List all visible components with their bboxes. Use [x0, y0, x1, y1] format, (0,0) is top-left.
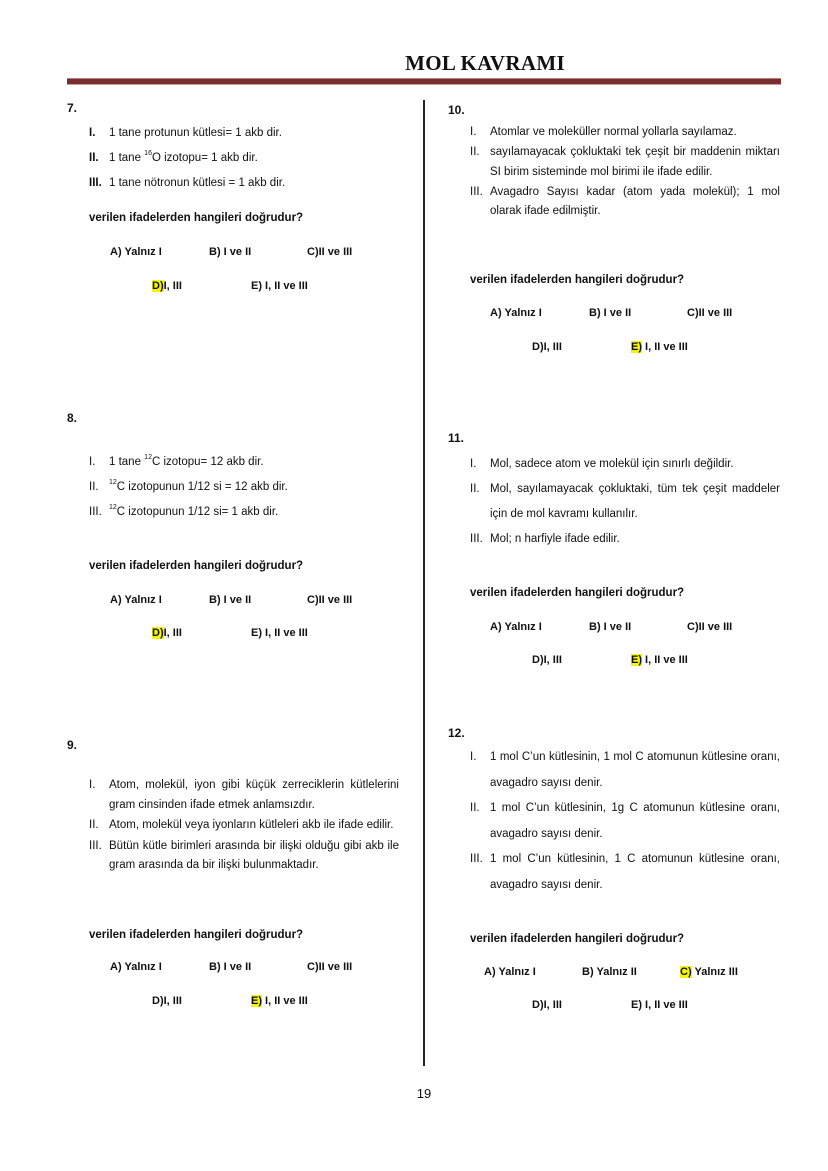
- answer-option-e[interactable]: [251, 627, 308, 639]
- option-text: II ve III: [318, 246, 353, 258]
- question-prompt: verilen ifadelerden hangileri doğrudur?: [89, 929, 304, 941]
- answer-option-a[interactable]: [110, 246, 162, 258]
- option-letter: C): [307, 961, 319, 973]
- question-number: 11.: [448, 431, 465, 445]
- statement-text: 1 mol C’un kütlesinin, 1 mol C atomunun kütlesine oranı, avagadro sayısı denir.: [490, 751, 780, 789]
- option-text: I, II ve III: [642, 654, 688, 666]
- statement-text: 1 mol C’un kütlesinin, 1g C atomunun kütlesine oranı, avagadro sayısı denir.: [490, 802, 780, 840]
- statement-numeral: II.: [470, 483, 480, 495]
- statement-text: sayılamayacak çokluktaki tek çeşit bir maddenin miktarı SI birim sisteminde mol birimi ile ifade edilir.: [490, 146, 780, 178]
- statement-text: Atom, molekül veya iyonların kütleleri akb ile ifade edilir.: [109, 819, 394, 831]
- statement-numeral: III.: [470, 853, 483, 865]
- option-text: I, II ve III: [642, 999, 688, 1011]
- statement-item: [89, 776, 399, 815]
- option-text: Yalnız II: [593, 966, 637, 978]
- statement-text: 1 tane: [109, 456, 145, 468]
- statement-text: Atomlar ve moleküller normal yollarla sayılamaz.: [490, 126, 737, 138]
- option-text: I, III: [163, 627, 182, 639]
- statement-numeral: II.: [470, 146, 480, 158]
- answer-option-c[interactable]: [680, 966, 738, 978]
- question-number: 12.: [448, 726, 465, 740]
- option-letter: B): [582, 966, 594, 978]
- statement-list: [89, 450, 389, 525]
- answer-option-b[interactable]: [589, 621, 631, 633]
- answer-option-b[interactable]: [209, 961, 251, 973]
- statement-list: [470, 123, 780, 222]
- option-letter: E): [251, 627, 262, 639]
- statement-text: Mol, sayılamayacak çokluktaki, tüm tek çeşit maddeler için de mol kavramı kullanılır.: [490, 483, 780, 520]
- option-letter: E): [631, 999, 642, 1011]
- statement-numeral: I.: [89, 779, 96, 791]
- option-text: Yalnız III: [691, 966, 738, 978]
- answer-option-a[interactable]: [110, 961, 162, 973]
- statement-text: Mol, sadece atom ve molekül için sınırlı değildir.: [490, 458, 734, 470]
- statement-numeral: I.: [470, 126, 477, 138]
- option-text: I, II ve III: [262, 280, 308, 292]
- answer-option-d[interactable]: [532, 999, 562, 1011]
- option-letter: C): [307, 594, 319, 606]
- statement-text: 1 tane nötronun kütlesi = 1 akb dir.: [109, 177, 286, 189]
- statement-numeral: I.: [89, 456, 96, 468]
- answer-option-e[interactable]: [631, 341, 688, 353]
- option-text: Yalnız I: [121, 246, 162, 258]
- option-text: I, II ve III: [262, 627, 308, 639]
- option-text: Yalnız I: [121, 961, 162, 973]
- option-letter: A): [490, 621, 502, 633]
- statement-numeral: II.: [89, 481, 99, 493]
- answer-option-a[interactable]: [110, 594, 162, 606]
- isotope-mass-number: 16: [144, 150, 152, 157]
- statement-numeral: III.: [89, 506, 102, 518]
- statement-item: [89, 121, 389, 146]
- question-prompt: verilen ifadelerden hangileri doğrudur?: [470, 933, 685, 945]
- question-number: 8.: [67, 411, 78, 425]
- statement-text: 1 tane protunun kütlesi= 1 akb dir.: [109, 127, 282, 139]
- answer-option-c[interactable]: [687, 621, 732, 633]
- statement-item: [89, 837, 399, 876]
- option-letter: B): [209, 961, 221, 973]
- header-rule: [67, 78, 781, 85]
- answer-option-a[interactable]: [490, 621, 542, 633]
- statement-numeral: II.: [470, 802, 480, 814]
- answer-option-e[interactable]: [631, 999, 688, 1011]
- statement-text: Atom, molekül, iyon gibi küçük zerreciklerin kütlelerini gram cinsinden ifade etmek anlamsızdır.: [109, 779, 399, 811]
- answer-option-b[interactable]: [582, 966, 637, 978]
- option-letter: A): [110, 246, 122, 258]
- statement-text-cont: O izotopu= 1 akb dir.: [151, 152, 258, 164]
- statement-text: 1 mol C’un kütlesinin, 1 C atomunun kütlesine oranı, avagadro sayısı denir.: [490, 853, 780, 891]
- statement-numeral: I.: [470, 751, 477, 763]
- option-text: II ve III: [318, 594, 353, 606]
- option-letter: C): [680, 966, 692, 978]
- question-number: 10.: [448, 103, 465, 117]
- answer-option-b[interactable]: [209, 246, 251, 258]
- question-number: 9.: [67, 738, 78, 752]
- page-title: MOL KAVRAMI: [405, 51, 565, 75]
- statement-text: 1 tane: [109, 152, 145, 164]
- option-letter: A): [110, 594, 122, 606]
- option-letter: C): [307, 246, 319, 258]
- statement-item: [470, 477, 780, 527]
- statement-item: [470, 527, 780, 552]
- answer-option-e[interactable]: [251, 280, 308, 292]
- statement-item: [470, 143, 780, 182]
- statement-list: [470, 745, 780, 898]
- option-letter: C): [687, 307, 699, 319]
- option-text: Yalnız I: [495, 966, 536, 978]
- page-number: 19: [416, 1086, 432, 1101]
- statement-list: [470, 452, 780, 552]
- answer-option-b[interactable]: [589, 307, 631, 319]
- statement-numeral: III.: [89, 839, 102, 852]
- statement-item: [89, 171, 389, 196]
- statement-list: [89, 121, 389, 196]
- statement-numeral: I.: [89, 127, 96, 139]
- isotope-mass-number: 12: [109, 504, 117, 511]
- statement-numeral: III.: [470, 185, 483, 198]
- option-text: I, III: [543, 341, 562, 353]
- option-letter: A): [490, 307, 502, 319]
- answer-option-c[interactable]: [307, 246, 352, 258]
- option-text: I, III: [163, 995, 182, 1007]
- option-letter: D): [152, 280, 164, 292]
- option-text: Yalnız I: [501, 307, 542, 319]
- option-letter: B): [589, 621, 601, 633]
- option-text: I, II ve III: [262, 995, 308, 1007]
- option-text: Yalnız I: [501, 621, 542, 633]
- statement-text: Bütün kütle birimleri arasında bir ilişki olduğu gibi akb ile gram arasında da bir ilişki bulunmaktadır.: [109, 839, 399, 871]
- option-text: I ve II: [220, 961, 252, 973]
- question-number: 7.: [67, 101, 78, 115]
- option-text: II ve III: [698, 307, 733, 319]
- statement-item: [89, 450, 389, 475]
- option-text: I, III: [163, 280, 182, 292]
- statement-item: [470, 452, 780, 477]
- statement-item: [89, 475, 389, 500]
- answer-option-d[interactable]: [152, 995, 182, 1007]
- option-text: I, II ve III: [642, 341, 688, 353]
- statement-text: Mol; n harfiyle ifade edilir.: [490, 533, 620, 545]
- option-letter: A): [110, 961, 122, 973]
- statement-item: [470, 847, 780, 898]
- answer-option-a[interactable]: [484, 966, 536, 978]
- option-letter: B): [209, 246, 221, 258]
- statement-text: Avagadro Sayısı kadar (atom yada molekül); 1 mol olarak ifade edilmiştir.: [490, 185, 780, 217]
- statement-item: [470, 183, 780, 222]
- option-letter: A): [484, 966, 496, 978]
- option-letter: E): [251, 280, 262, 292]
- option-text: Yalnız I: [121, 594, 162, 606]
- option-letter: D): [152, 995, 164, 1007]
- option-text: I ve II: [220, 246, 252, 258]
- isotope-mass-number: 12: [109, 479, 117, 486]
- option-text: II ve III: [698, 621, 733, 633]
- option-letter: D): [532, 999, 544, 1011]
- statement-item: [89, 816, 399, 836]
- statement-text-cont: C izotopunun 1/12 si = 12 akb dir.: [116, 481, 288, 493]
- option-text: II ve III: [318, 961, 353, 973]
- statement-numeral: II.: [89, 152, 99, 164]
- statement-list: [89, 776, 399, 877]
- answer-option-d[interactable]: [152, 280, 182, 292]
- question-prompt: verilen ifadelerden hangileri doğrudur?: [470, 274, 685, 286]
- option-letter: B): [209, 594, 221, 606]
- statement-numeral: III.: [89, 177, 102, 189]
- answer-option-a[interactable]: [490, 307, 542, 319]
- option-letter: D): [532, 341, 544, 353]
- option-letter: B): [589, 307, 601, 319]
- statement-item: [470, 123, 780, 143]
- answer-option-b[interactable]: [209, 594, 251, 606]
- answer-option-c[interactable]: [307, 961, 352, 973]
- answer-option-e[interactable]: [631, 654, 688, 666]
- question-prompt: verilen ifadelerden hangileri doğrudur?: [89, 212, 304, 224]
- option-text: I ve II: [220, 594, 252, 606]
- statement-numeral: III.: [470, 533, 483, 545]
- option-letter: E): [631, 654, 642, 666]
- answer-option-d[interactable]: [152, 627, 182, 639]
- option-letter: D): [532, 654, 544, 666]
- question-prompt: verilen ifadelerden hangileri doğrudur?: [470, 587, 685, 599]
- statement-text-cont: C izotopunun 1/12 si= 1 akb dir.: [116, 506, 279, 518]
- column-divider: [423, 100, 425, 1066]
- option-text: I, III: [543, 999, 562, 1011]
- question-prompt: verilen ifadelerden hangileri doğrudur?: [89, 560, 304, 572]
- answer-option-e[interactable]: [251, 995, 308, 1007]
- option-text: I, III: [543, 654, 562, 666]
- statement-numeral: I.: [470, 458, 477, 470]
- statement-item: [89, 500, 389, 525]
- isotope-mass-number: 12: [144, 454, 152, 461]
- option-letter: E): [251, 995, 262, 1007]
- answer-option-d[interactable]: [532, 341, 562, 353]
- option-text: I ve II: [600, 307, 632, 319]
- option-letter: D): [152, 627, 164, 639]
- answer-option-c[interactable]: [307, 594, 352, 606]
- option-letter: E): [631, 341, 642, 353]
- option-letter: C): [687, 621, 699, 633]
- statement-item: [470, 745, 780, 796]
- statement-item: [470, 796, 780, 847]
- statement-item: [89, 146, 389, 171]
- statement-numeral: II.: [89, 819, 99, 831]
- option-text: I ve II: [600, 621, 632, 633]
- statement-text-cont: C izotopu= 12 akb dir.: [151, 456, 264, 468]
- answer-option-c[interactable]: [687, 307, 732, 319]
- answer-option-d[interactable]: [532, 654, 562, 666]
